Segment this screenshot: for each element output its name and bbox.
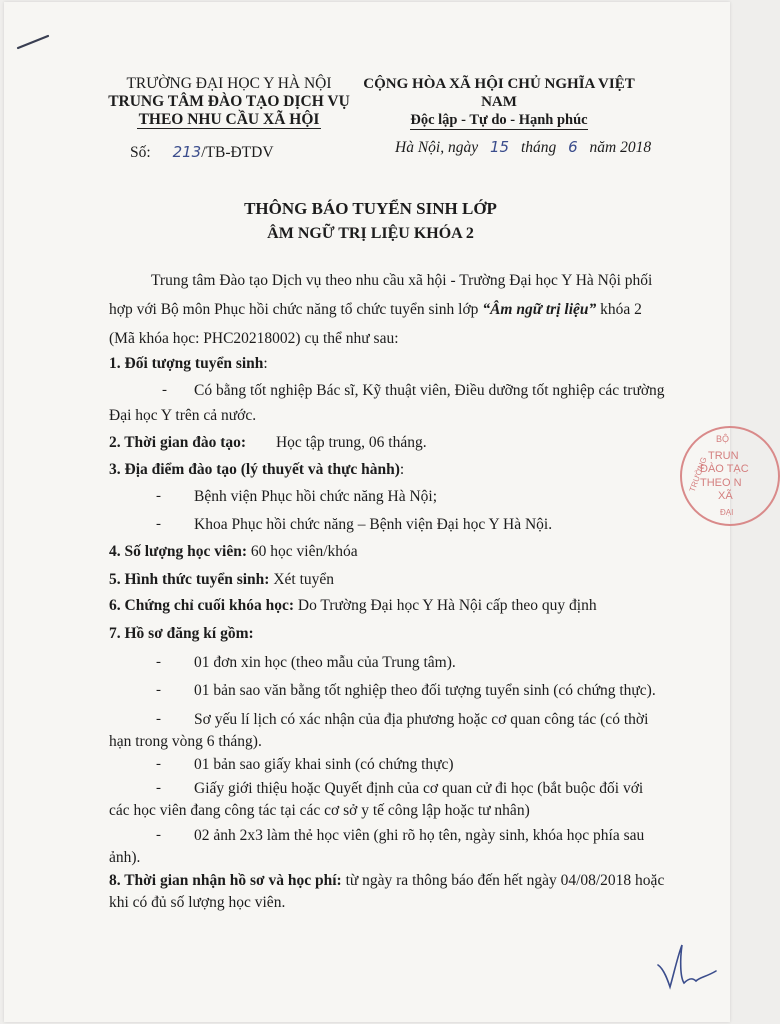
- section-3-title: 3. Địa điểm đào tạo (lý thuyết và thực hành):: [109, 461, 405, 478]
- document-number: Số: 213/TB-ĐTDV: [130, 143, 274, 161]
- section-7-item-6-line1: 02 ảnh 2x3 làm thẻ học viên (ghi rõ họ tên, ngày sinh, khóa học phía sau: [194, 827, 645, 844]
- section-7-item-3-line2: hạn trong vòng 6 tháng).: [109, 733, 262, 750]
- section-3-item-2: Khoa Phục hồi chức năng – Bệnh viện Đại học Y Hà Nội.: [194, 516, 553, 533]
- document-number-value: 213: [172, 143, 202, 161]
- intro-line1: Trung tâm Đào tạo Dịch vụ theo nhu cầu xã hội - Trường Đại học Y Hà Nội phối: [151, 272, 653, 289]
- notice-title: THÔNG BÁO TUYỂN SINH LỚP: [244, 199, 497, 218]
- center-name-line2: THEO NHU CẦU XÃ HỘI: [138, 111, 320, 128]
- section-1-item-line1: Có bằng tốt nghiệp Bác sĩ, Kỹ thuật viên, Điều dưỡng tốt nghiệp các trường: [194, 382, 665, 399]
- signature: [654, 937, 724, 997]
- section-5: 5. Hình thức tuyển sinh: Xét tuyển: [109, 571, 335, 588]
- section-7-item-5-line2: các học viên đang công tác tại các cơ sở y tế công lập hoặc tư nhân): [109, 802, 530, 819]
- section-8-line1: 8. Thời gian nhận hồ sơ và học phí: từ ngày ra thông báo đến hết ngày 04/08/2018 hoặc: [109, 872, 665, 889]
- document-page: [4, 2, 749, 1022]
- bullet-dash: -: [156, 827, 161, 843]
- intro-line2: hợp với Bộ môn Phục hồi chức năng tổ chức tuyển sinh lớp “Âm ngữ trị liệu” khóa 2: [109, 301, 642, 318]
- center-name-line1: TRUNG TÂM ĐÀO TẠO DỊCH VỤ: [108, 93, 350, 110]
- bullet-dash: -: [156, 756, 161, 772]
- section-4: 4. Số lượng học viên: 60 học viên/khóa: [109, 543, 358, 560]
- section-8-line2: khi có đủ số lượng học viên.: [109, 894, 286, 911]
- country-name: CỘNG HÒA XÃ HỘI CHỦ NGHĨA VIỆT NAM: [363, 76, 635, 110]
- issue-day: 15: [489, 138, 510, 156]
- bullet-dash: -: [156, 682, 161, 698]
- header-right: [354, 75, 644, 130]
- section-6: 6. Chứng chỉ cuối khóa học: Do Trường Đại học Y Hà Nội cấp theo quy định: [109, 597, 597, 614]
- issue-month: 6: [568, 138, 578, 156]
- section-7-item-2: 01 bản sao văn bằng tốt nghiệp theo đối tượng tuyển sinh (có chứng thực).: [194, 682, 656, 699]
- intro-line3: (Mã khóa học: PHC20218002) cụ thể như sau:: [109, 330, 399, 347]
- bullet-dash: -: [156, 780, 161, 796]
- official-stamp: BỘ TRUN ĐÀO TẠC THEO N XÃ TRƯỜNG ĐẠI: [680, 426, 780, 526]
- section-2: 2. Thời gian đào tạo: Học tập trung, 06 tháng.: [109, 434, 427, 451]
- course-title: ÂM NGỮ TRỊ LIỆU KHÓA 2: [267, 225, 474, 242]
- bullet-dash: -: [162, 382, 167, 398]
- section-7-item-4: 01 bản sao giấy khai sinh (có chứng thực): [194, 756, 454, 773]
- course-name-emphasis: “Âm ngữ trị liệu”: [482, 301, 597, 318]
- section-7-item-1: 01 đơn xin học (theo mẫu của Trung tâm).: [194, 654, 456, 671]
- bullet-dash: -: [156, 516, 161, 532]
- bullet-dash: -: [156, 654, 161, 670]
- section-1-item-line2: Đại học Y trên cả nước.: [109, 407, 257, 424]
- university-name: TRƯỜNG ĐẠI HỌC Y HÀ NỘI: [126, 75, 332, 92]
- header-left: [104, 75, 354, 129]
- section-7-item-6-line2: ảnh).: [109, 849, 141, 866]
- section-7-item-3-line1: Sơ yếu lí lịch có xác nhận của địa phương hoặc cơ quan công tác (có thời: [194, 711, 649, 728]
- bullet-dash: -: [156, 488, 161, 504]
- issue-date: Hà Nội, ngày 15 tháng 6 năm 2018: [395, 138, 652, 156]
- section-3-item-1: Bệnh viện Phục hồi chức năng Hà Nội;: [194, 488, 438, 505]
- section-1-title: 1. Đối tượng tuyển sinh:: [109, 355, 268, 372]
- bullet-dash: -: [156, 711, 161, 727]
- section-7-item-5-line1: Giấy giới thiệu hoặc Quyết định của cơ quan cử đi học (bắt buộc đối với: [194, 780, 644, 797]
- pen-mark: [14, 32, 54, 52]
- section-7-title: 7. Hồ sơ đăng kí gồm:: [109, 625, 254, 642]
- national-motto: Độc lập - Tự do - Hạnh phúc: [410, 112, 588, 128]
